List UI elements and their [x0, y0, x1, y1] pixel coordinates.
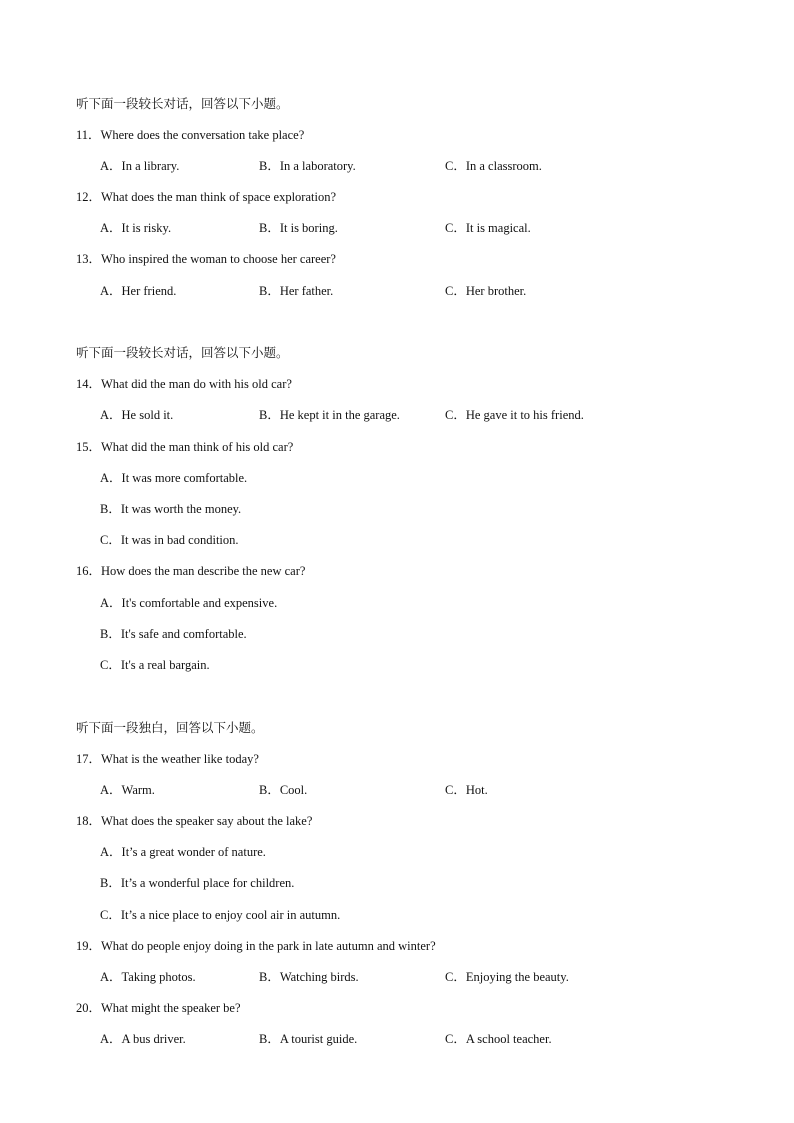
q15-option-b: B．It was worth the money.	[100, 502, 242, 516]
q11-option-b: B．In a laboratory.	[259, 159, 356, 173]
question-12: 12．What does the man think of space exploration?	[76, 190, 336, 204]
section-title: 听下面一段独白，回答以下小题。	[76, 720, 264, 735]
q11-option-c: C．In a classroom.	[445, 159, 542, 173]
q18-option-a: A．It’s a great wonder of nature.	[100, 845, 266, 859]
q14-option-a: A．He sold it.	[100, 408, 174, 422]
question-18: 18．What does the speaker say about the lake?	[76, 814, 313, 828]
q20-option-c: C．A school teacher.	[445, 1032, 552, 1046]
q20-option-b: B．A tourist guide.	[259, 1032, 358, 1046]
q19-option-c: C．Enjoying the beauty.	[445, 970, 569, 984]
q13-option-c: C．Her brother.	[445, 284, 527, 298]
q17-option-a: A．Warm.	[100, 783, 155, 797]
section-title: 听下面一段较长对话，回答以下小题。	[76, 345, 289, 360]
q15-option-c: C．It was in bad condition.	[100, 533, 239, 547]
question-14: 14．What did the man do with his old car?	[76, 377, 292, 391]
q12-option-b: B．It is boring.	[259, 221, 338, 235]
q17-option-c: C．Hot.	[445, 783, 488, 797]
q19-option-b: B．Watching birds.	[259, 970, 359, 984]
q18-option-c: C．It’s a nice place to enjoy cool air in autumn.	[100, 908, 341, 922]
q13-option-b: B．Her father.	[259, 284, 334, 298]
q12-option-a: A．It is risky.	[100, 221, 172, 235]
q20-option-a: A．A bus driver.	[100, 1032, 186, 1046]
q16-option-a: A．It's comfortable and expensive.	[100, 596, 278, 610]
question-19: 19．What do people enjoy doing in the park in late autumn and winter?	[76, 939, 436, 953]
section-title: 听下面一段较长对话，回答以下小题。	[76, 96, 289, 111]
q16-option-b: B．It's safe and comfortable.	[100, 627, 247, 641]
question-20: 20．What might the speaker be?	[76, 1001, 241, 1015]
q14-option-b: B．He kept it in the garage.	[259, 408, 400, 422]
question-11: 11．Where does the conversation take place?	[76, 128, 305, 142]
q12-option-c: C．It is magical.	[445, 221, 531, 235]
question-15: 15．What did the man think of his old car?	[76, 440, 294, 454]
q18-option-b: B．It’s a wonderful place for children.	[100, 876, 295, 890]
q11-option-a: A．In a library.	[100, 159, 180, 173]
question-17: 17．What is the weather like today?	[76, 752, 259, 766]
question-13: 13．Who inspired the woman to choose her career?	[76, 252, 336, 266]
q15-option-a: A．It was more comfortable.	[100, 471, 248, 485]
q14-option-c: C．He gave it to his friend.	[445, 408, 584, 422]
q16-option-c: C．It's a real bargain.	[100, 658, 210, 672]
question-16: 16．How does the man describe the new car?	[76, 564, 306, 578]
q17-option-b: B．Cool.	[259, 783, 308, 797]
q13-option-a: A．Her friend.	[100, 284, 177, 298]
q19-option-a: A．Taking photos.	[100, 970, 196, 984]
